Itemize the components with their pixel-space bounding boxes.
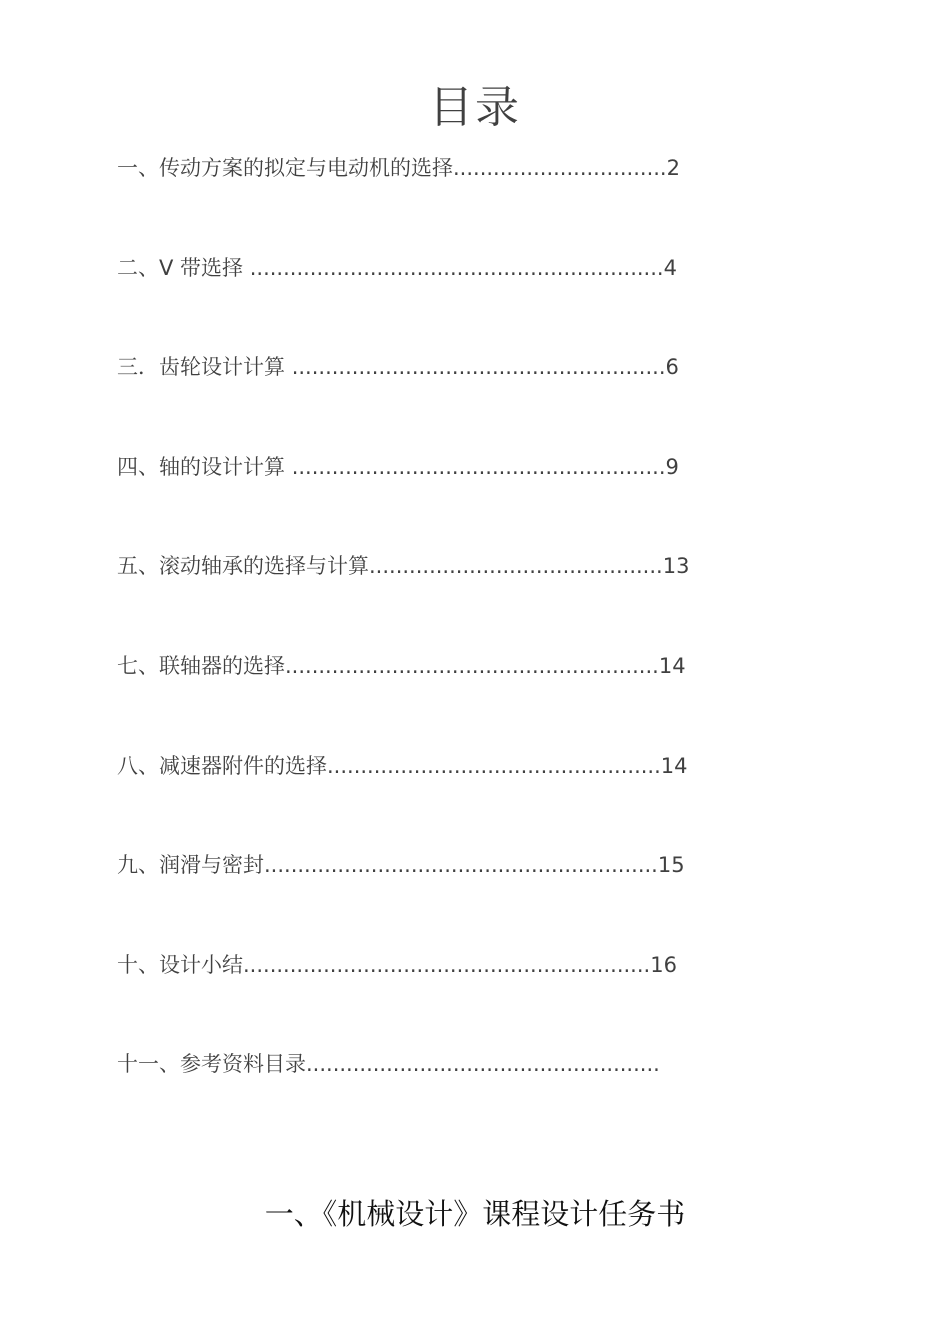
toc-entry-page: 16 [650,952,677,977]
toc-entry-page: 4 [663,255,677,280]
table-of-contents [117,150,877,1146]
toc-entry[interactable] [117,349,877,449]
toc-entry[interactable] [117,748,877,848]
toc-entry-label: 五、滚动轴承的选择与计算 [117,554,369,579]
toc-entry-leader: ........................................................ [291,454,666,479]
toc-entry[interactable] [117,1046,877,1146]
toc-entry[interactable] [117,548,877,648]
toc-entry-label: 一、传动方案的拟定与电动机的选择 [117,156,453,180]
toc-entry-leader: ............................................ [369,554,663,579]
toc-entry-label: 二、V 带选择 [117,255,250,280]
toc-entry-leader: ................................ [453,156,667,180]
toc-entry[interactable] [117,947,877,1047]
toc-entry-leader: ..................................................... [306,1052,660,1077]
toc-entry-page: 2 [666,156,680,180]
toc-entry-leader: ........................................................... [264,853,658,878]
toc-entry-page: 6 [665,355,679,380]
toc-entry-leader: ............................................................. [243,952,651,977]
section-heading: 一、《机械设计》课程设计任务书 [264,1197,686,1231]
toc-title: 目录 [429,82,521,133]
toc-entry[interactable] [117,847,877,947]
toc-entry-leader: ........................................................ [285,653,659,678]
toc-entry-label: 九、润滑与密封 [117,853,264,878]
toc-entry-leader: ........................................................ [291,355,666,380]
toc-entry-page: 9 [665,454,679,479]
toc-entry-label: 三．齿轮设计计算 [117,355,292,380]
toc-entry[interactable] [117,250,877,350]
toc-entry-leader: .............................................................. [249,255,664,280]
toc-entry-page: 14 [660,753,688,778]
toc-entry[interactable] [117,648,877,748]
toc-entry-page: 13 [662,554,690,579]
toc-entry-page: 15 [657,853,685,878]
toc-entry-label: 四、轴的设计计算 [117,454,292,479]
toc-entry-leader: .................................................. [327,753,661,778]
toc-entry[interactable] [117,150,877,250]
toc-entry[interactable] [117,449,877,549]
toc-entry-label: 八、减速器附件的选择 [117,753,327,778]
toc-entry-label: 十一、参考资料目录 [117,1052,306,1077]
toc-entry-page: 14 [658,653,686,678]
toc-entry-label: 十、设计小结 [117,952,243,977]
toc-entry-label: 七、联轴器的选择 [117,653,285,678]
